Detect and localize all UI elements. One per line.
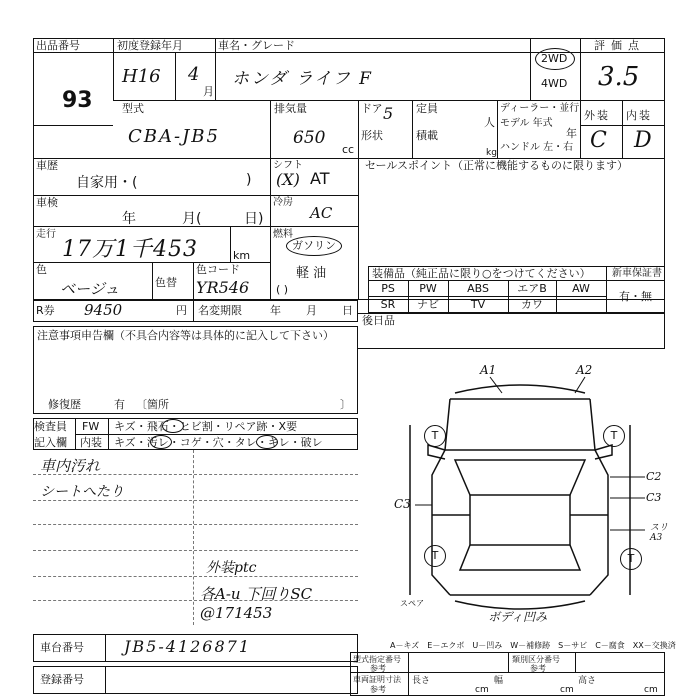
fw-items: キズ・飛石・ヒビ割・リペア跡・X要 [114,420,298,433]
first-reg-month-unit: 月 [203,85,214,98]
notes-label: 注意事項申告欄（不具合内容等は具体的に記入して下さい） [37,329,334,342]
first-reg-year: H16 [122,66,161,87]
annot-a1: A1 [480,363,497,377]
inspection-label: 車検 [36,196,58,209]
warranty-value: 有・無 [619,290,652,303]
bottom-note: ボディ凹み [488,610,548,624]
ac-value: AC [310,204,333,222]
equipment-item: ナビ [417,298,439,311]
cc-unit: cc [342,143,355,156]
drive-4wd: 4WD [541,77,568,90]
vehicle-dim-ref: 参考 [370,685,386,694]
drive-2wd: 2WD [541,52,568,65]
annot-c3-right: C3 [646,491,662,504]
repair-bracket: 〔箇所 [136,398,169,411]
recycle-yen: 円 [176,304,187,317]
color-change-label: 色替 [155,276,177,289]
length-label: 長さ [412,676,431,686]
legend: A－キズ E－エクボ U－凹み W－補修跡 S－サビ C－腐食 XX－交換済 [390,641,676,650]
lot-number: 93 [62,88,93,113]
model-label: 型式 [122,102,144,115]
equipment-item: PW [419,282,437,295]
shift-label: シフト [273,160,303,171]
equipment-item: SR [380,298,396,311]
history-label: 車歴 [36,159,58,172]
equipment-item: PS [381,282,395,295]
first-reg-label: 初度登録年月 [117,39,183,52]
inspector-label-1: 検査員 [34,420,67,433]
annot-su: スリ A3 [650,523,669,543]
width-label: 幅 [494,676,504,686]
post-install-label: 後日品 [362,314,395,327]
color-label: 色 [36,263,47,276]
handle-label: ハンドル 左・右 [500,142,574,153]
warranty-label: 新車保証書 [612,268,662,279]
mileage-label: 走行 [36,229,56,240]
deadline-year: 年 [270,304,281,317]
chassis-value: JB5-4126871 [124,637,252,656]
fuel-paren: ( ) [276,283,289,296]
person-unit: 人 [484,116,495,129]
deadline-month: 月 [306,304,317,317]
annot-a2: A2 [576,363,593,377]
ac-label: 冷房 [273,197,293,208]
equipment-item: カワ [521,298,543,311]
inspection-year: 年 [122,211,136,227]
interior-value: D [634,128,652,153]
history-value: 自家用・( [76,175,138,191]
inspection-day: 日) [244,211,264,227]
equipment-item: エアB [517,282,547,295]
extra-line-3: @171453 [200,604,273,622]
deadline-label: 名変期限 [198,304,242,317]
extra-line-1: 外装ptc [206,560,257,576]
inspection-month: 月( [182,211,202,227]
equipment-label: 装備品（純正品に限り○をつけてください） [372,267,591,280]
load-label: 積載 [416,129,438,142]
kg-unit: kg [486,148,497,158]
note-line-2: シートへたり [40,484,124,500]
inspector-label-2: 記入欄 [34,436,67,449]
type-designation-ref: 参考 [370,664,386,673]
tire-front-left: T [424,425,446,447]
history-close: ) [246,172,252,188]
capacity-label: 定員 [416,102,438,115]
dealer-label: ディーラー・並行 [500,103,580,114]
interior-label: 内装 [626,109,652,122]
exterior-value: C [590,128,607,153]
shift-mark: (X) [276,170,300,189]
equipment-item: AW [572,282,590,295]
vehicle-dim-label: 車両証明寸法 [353,675,401,684]
fuel-gasoline: ガソリン [292,239,336,252]
sales-label: セールスポイント（正常に機能するものに限ります） [365,159,629,172]
recycle-value: 9450 [84,301,123,319]
name-label: 車名・グレード [218,39,295,52]
recycle-label: R券 [36,304,55,317]
repair-label: 修復歴 [48,398,81,411]
exterior-label: 外装 [584,109,610,122]
deadline-day: 日 [342,304,353,317]
color-code-value: YR546 [196,278,250,297]
reg-label: 登録番号 [40,673,84,686]
km-unit: km [233,249,251,262]
mileage-value: 17万1千453 [62,237,198,262]
category-ref: 参考 [530,664,546,673]
model-value: CBA-JB5 [128,126,220,147]
height-label: 高さ [578,676,597,686]
score-value: 3.5 [598,62,640,92]
first-reg-month: 4 [188,64,200,85]
lot-label: 出品番号 [36,39,80,52]
displacement-value: 650 [293,128,326,148]
note-line-1: 車内汚れ [40,457,101,475]
doors-label: ドア [361,102,383,115]
extra-line-2: 各A-u 下回りSC [200,585,313,603]
tire-front-right: T [603,425,625,447]
shape-label: 形状 [361,129,383,142]
tire-rear-left: T [424,545,446,567]
height-unit: cm [644,685,658,695]
spare-label: スペア [400,599,424,608]
shift-value: AT [310,169,330,188]
color-value: ベージュ [60,280,120,298]
annot-c3-left: C3 [394,497,411,511]
fw-label: FW [82,420,100,433]
name-value: ホンダ ライフ F [232,69,373,89]
equipment-item: ABS [467,282,489,295]
tire-rear-right: T [620,548,642,570]
fuel-diesel: 軽 油 [296,266,327,281]
length-unit: cm [475,685,489,695]
displacement-label: 排気量 [274,102,307,115]
width-unit: cm [560,685,574,695]
color-code-label: 色コード [196,263,240,276]
equipment-item: TV [470,298,486,311]
category-label: 類別区分番号 [512,655,560,664]
int-items: キズ・汚レ・コゲ・穴・タレ・キレ・破レ [114,436,323,449]
chassis-label: 車台番号 [40,641,84,654]
int-label: 内装 [80,436,102,449]
repair-value: 有 [114,398,125,411]
annot-c2: C2 [646,470,662,483]
fuel-label: 燃料 [273,229,293,240]
year-unit: 年 [566,127,577,140]
score-label: 評価点 [594,39,645,52]
doors-value: 5 [383,104,394,123]
car-diagram [370,355,670,635]
type-designation-label: 型式指定番号 [353,655,401,664]
model-year-label: モデル 年式 [500,118,553,129]
repair-close: 〕 [340,398,351,411]
